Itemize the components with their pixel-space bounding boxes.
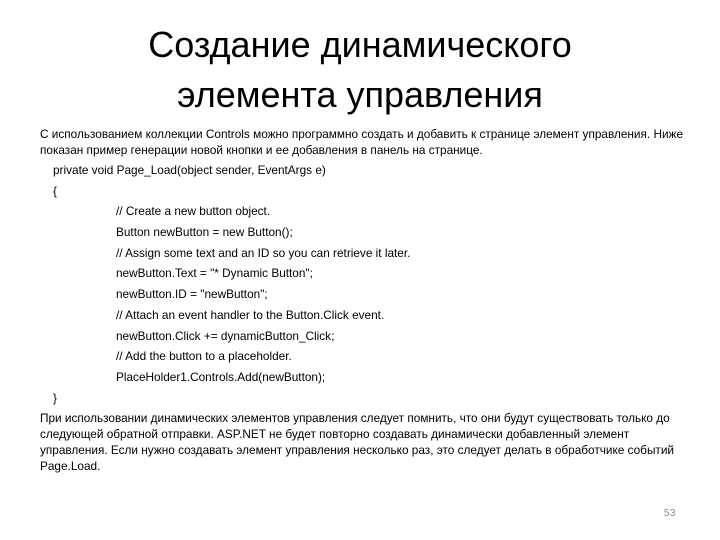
code-block [40, 162, 690, 406]
code-line: newButton.ID = "newButton"; [116, 287, 268, 302]
slide-title-line-1: Создание динамического [148, 24, 572, 65]
code-line: // Assign some text and an ID so you can retrieve it later. [116, 245, 411, 260]
code-line: // Create a new button object. [116, 204, 271, 219]
code-line: { [53, 183, 57, 198]
code-line: Button newButton = new Button(); [116, 225, 293, 240]
slide-title-line-2: элемента управления [177, 74, 543, 115]
slide-title [40, 20, 680, 120]
page-number: 53 [663, 508, 676, 519]
intro-paragraph: С использованием коллекции Controls можно программно создать и добавить к странице элемент управления. Ниже показан пример генерации новой кнопки и ее добавления в панель на странице. [40, 127, 684, 157]
outro-paragraph: При использовании динамических элементов управления следует помнить, что они будут существовать только до следующей обратной отправки. ASP.NET не будет повторно создавать динамически добавленный элемент управления. Если нужно создавать элемент управления несколько раз, это следует делать в обработчике событий Page.Load. [40, 410, 675, 473]
slide-body [40, 126, 690, 474]
code-line: newButton.Text = "* Dynamic Button"; [116, 266, 313, 281]
code-line: } [53, 390, 57, 405]
code-line: PlaceHolder1.Controls.Add(newButton); [116, 369, 326, 384]
code-line: newButton.Click += dynamicButton_Click; [116, 328, 335, 343]
code-line: // Attach an event handler to the Button.Click event. [116, 307, 385, 322]
code-line: private void Page_Load(object sender, EventArgs e) [53, 163, 326, 177]
code-line: // Add the button to a placeholder. [116, 349, 292, 364]
